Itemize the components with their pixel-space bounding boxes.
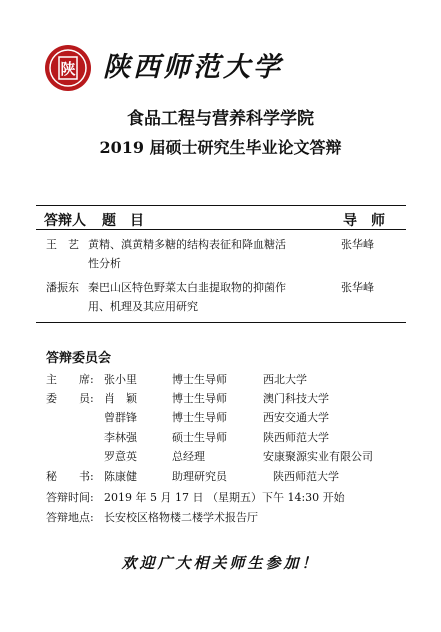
- time-value: 2019 年 5 月 17 日 （星期五）下午 14:30 开始: [104, 491, 345, 504]
- event-subtitle: 2019 届硕士研究生毕业论文答辩: [99, 138, 342, 157]
- table-row-student: 潘振东: [46, 281, 79, 294]
- table-row-title: [88, 278, 336, 316]
- header-advisor: 导 师: [343, 213, 385, 229]
- header-student: 答辩人: [44, 213, 86, 229]
- committee-position: 硕士生导师: [172, 431, 227, 444]
- table-row-title-line: 秦巴山区特色野菜太白韭提取物的抑菌作: [88, 281, 286, 294]
- table-row-advisor: 张华峰: [341, 281, 374, 294]
- committee-role: 秘 书:: [46, 470, 94, 483]
- university-name: 陕西师范大学: [103, 52, 283, 83]
- table-row-title-line: 性分析: [88, 257, 121, 270]
- committee-position: 助理研究员: [172, 470, 227, 483]
- committee-title: 答辩委员会: [46, 351, 112, 366]
- table-row-student: 王 艺: [46, 238, 79, 251]
- table-row-title-line: 黄精、滇黄精多糖的结构表征和降血糖活: [88, 238, 286, 251]
- committee-org: 澳门科技大学: [263, 392, 329, 405]
- committee-org: 安康聚源实业有限公司: [263, 450, 373, 463]
- table-row-title-line: 用、机理及其应用研究: [88, 300, 198, 313]
- school-name: 食品工程与营养科学学院: [127, 109, 314, 129]
- table-bottom-rule: [36, 322, 406, 323]
- committee-org: 西北大学: [263, 373, 307, 386]
- committee-name: 罗意英: [104, 450, 137, 463]
- university-seal-logo: [44, 44, 92, 92]
- committee-position: 博士生导师: [172, 392, 227, 405]
- committee-name: 李林强: [104, 431, 137, 444]
- committee-role: 主 席:: [46, 373, 94, 386]
- committee-position: 总经理: [172, 450, 205, 463]
- committee-org: 西安交通大学: [263, 411, 329, 424]
- committee-name: 陈康健: [104, 470, 137, 483]
- table-row-title: [88, 235, 336, 273]
- place-label: 答辩地点:: [46, 511, 94, 524]
- committee-name: 张小里: [104, 373, 137, 386]
- committee-position: 博士生导师: [172, 411, 227, 424]
- time-label: 答辩时间:: [46, 491, 94, 504]
- table-row-advisor: 张华峰: [341, 238, 374, 251]
- table-header-rule: [36, 229, 406, 230]
- committee-org: 陕西师范大学: [263, 431, 329, 444]
- welcome-message: 欢迎广大相关师生参加！: [121, 554, 320, 572]
- seal-glyph: 陕: [60, 60, 76, 78]
- place-value: 长安校区格物楼二楼学术报告厅: [104, 511, 258, 524]
- committee-org: 陕西师范大学: [273, 470, 339, 483]
- committee-role: 委 员:: [46, 392, 94, 405]
- table-top-rule: [36, 205, 406, 206]
- header-title: 题 目: [102, 213, 144, 229]
- committee-name: 曾群锋: [104, 411, 137, 424]
- committee-name: 肖 颖: [104, 392, 137, 405]
- committee-position: 博士生导师: [172, 373, 227, 386]
